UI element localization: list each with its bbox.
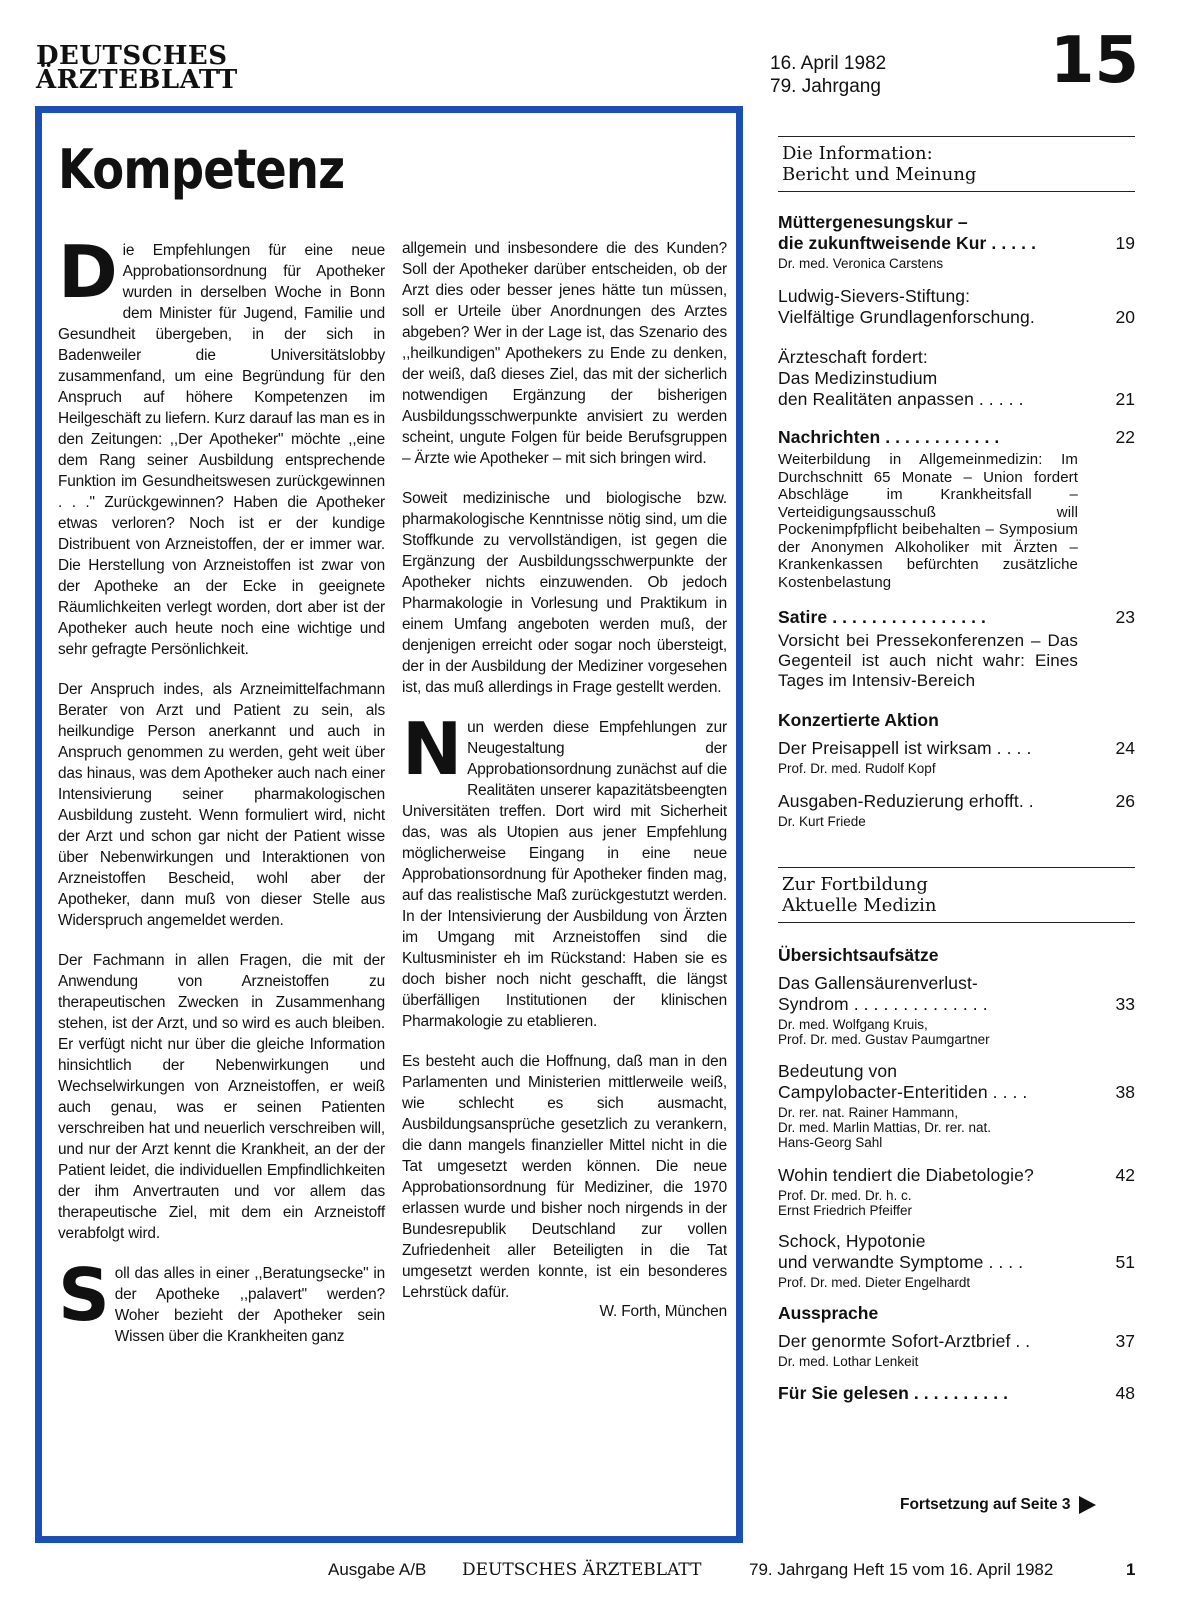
divider bbox=[778, 191, 1135, 192]
toc-entry[interactable] bbox=[778, 347, 1135, 410]
toc-entry[interactable] bbox=[778, 973, 1135, 1047]
toc-entry-description: Weiterbildung in Allgemeinmedizin: Im Durchschnitt 65 Monate – Union fordert Abschläge im Krankheitsfall – Verteidigungsausschuß will Pockenimpfpflicht beibehalten – Symposium der Anonymen Alkoholiker mit Ärzten – Krankenkassen befürchten zusätzliche Kostenbelastung bbox=[778, 451, 1078, 591]
article-paragraph: Es besteht auch die Hoffnung, daß man in den Parlamenten und Ministerien mittlerweile weiß, wie schlecht es sich ausmacht, Ausbildungsansprüche gesetzlich zu verankern, die dann mangels finanzieller Mittel nicht in die Tat umgesetzt werden können. Die neue Approbationsordnung für Mediziner, die 1970 erlassen wurde und bisher noch nirgends in der Bundesrepublik Deutschland zur vollen Zufriedenheit aller Beteiligten in die Tat umgesetzt werden konnte, ist ein besonderes Lehrstück dafür. bbox=[402, 1053, 727, 1301]
toc-page-number: 51 bbox=[1115, 1252, 1135, 1272]
article-paragraph: Nun werden diese Empfehlungen zur Neugestaltung der Approbationsordnung zunächst auf die Realitäten unserer kapazitätsbeengten Universitäten treffen. Dort wird mit Sicherheit das, was als Utopien aus jener Empfehlung möglicherweise Eingang in eine neue Approbationsordnung für Apotheker finden mag, auf das realistische Maß zurückgestutzt werden. In der Intensivierung der Ausbildung von Ärzten im Umgang mit Arzneistoffen sind die Kultusminister eh im Rückstand: Haben sie es doch bisher noch nicht geschafft, die längst überfälligen Institutionen der klinischen Pharmakologie zu etablieren. bbox=[402, 707, 727, 1030]
toc-page-number: 24 bbox=[1115, 738, 1135, 758]
toc-entry-title: Müttergenesungskur – die zukunftweisende Kur . . . . . bbox=[778, 212, 1037, 253]
article-paragraph: Soll das alles in einer ,,Beratungsecke" in der Apotheke ,,palavert" werden? Woher bezieht der Apotheker sein Wissen über die Krankheiten ganz bbox=[58, 1253, 385, 1345]
toc-page-number: 20 bbox=[1115, 307, 1135, 327]
divider bbox=[778, 922, 1135, 923]
toc-entry-title: Wohin tendiert die Diabetologie? bbox=[778, 1165, 1034, 1185]
footer-page-number: 1 bbox=[1126, 1560, 1136, 1579]
toc-author: Prof. Dr. med. Dr. h. c. Ernst Friedrich Pfeiffer bbox=[778, 1188, 913, 1218]
article-column-1 bbox=[58, 230, 385, 1366]
masthead-line1: DEUTSCHES bbox=[36, 41, 228, 71]
issue-date: 16. April 1982 bbox=[770, 53, 887, 74]
toc-entry[interactable] bbox=[778, 1165, 1135, 1218]
toc-author: Dr. med. Veronica Carstens bbox=[778, 256, 944, 271]
toc-entry-title: Satire . . . . . . . . . . . . . . . . bbox=[778, 607, 987, 627]
drop-cap: S bbox=[58, 1253, 110, 1337]
toc-entry[interactable] bbox=[778, 738, 1135, 776]
toc-page-number: 48 bbox=[1115, 1383, 1135, 1403]
toc-entry[interactable] bbox=[778, 286, 1135, 328]
toc-entry-title: Ausgaben-Reduzierung erhofft. . bbox=[778, 791, 1034, 811]
toc-section-heading: Zur Fortbildung Aktuelle Medizin bbox=[782, 874, 937, 916]
issue-number: 15 bbox=[1050, 24, 1140, 98]
toc-section-heading: Die Information: Bericht und Meinung bbox=[782, 143, 977, 185]
toc-category: Konzertierte Aktion bbox=[778, 710, 939, 730]
arrow-right-icon bbox=[1079, 1496, 1096, 1514]
toc-page-number: 38 bbox=[1115, 1082, 1135, 1102]
toc-entry[interactable] bbox=[778, 1061, 1135, 1150]
masthead bbox=[36, 41, 238, 95]
masthead-line2: ÄRZTEBLATT bbox=[36, 65, 238, 95]
footer-publication: DEUTSCHES ÄRZTEBLATT bbox=[462, 1560, 702, 1580]
toc-author: Dr. Kurt Friede bbox=[778, 814, 866, 829]
continuation-link[interactable] bbox=[900, 1496, 1096, 1514]
toc-page-number: 22 bbox=[1115, 427, 1135, 447]
continuation-label: Fortsetzung auf Seite 3 bbox=[900, 1496, 1071, 1513]
table-of-contents bbox=[778, 136, 1135, 1404]
toc-entry-title: Der genormte Sofort-Arztbrief . . bbox=[778, 1331, 1031, 1351]
toc-entry-title: Nachrichten . . . . . . . . . . . . bbox=[778, 427, 1000, 447]
toc-author: Dr. rer. nat. Rainer Hammann, Dr. med. Marlin Mattias, Dr. rer. nat. Hans-Georg Sahl bbox=[778, 1105, 992, 1150]
toc-page-number: 37 bbox=[1115, 1331, 1135, 1351]
toc-entry[interactable] bbox=[778, 607, 1135, 691]
issue-date-block bbox=[770, 52, 886, 98]
toc-entry-title: Das Gallensäurenverlust- Syndrom . . . . . . . . . . . . . . bbox=[778, 973, 988, 1014]
toc-entry-title: Ludwig-Sievers-Stiftung: Vielfältige Grundlagenforschung. bbox=[778, 286, 1035, 327]
article-paragraph: Soweit medizinische und biologische bzw. pharmakologische Kenntnisse nötig sind, um die Stoffkunde zu vervollständigen, ist gegen die Ergänzung der Ausbildungsschwerpunkte der Apotheker nichts einzuwenden. Ob jedoch Pharmakologie in Vorlesung und Praktikum in einem Umfang angeboten werden muß, der denjenigen erreicht oder sogar noch übersteigt, der in der Ausbildung der Mediziner vorgesehen ist, das muß allerdings in Frage gestellt werden. bbox=[402, 490, 727, 696]
toc-page-number: 26 bbox=[1115, 791, 1135, 811]
toc-entry[interactable] bbox=[778, 212, 1135, 271]
toc-entry-title: Für Sie gelesen . . . . . . . . . . bbox=[778, 1383, 1009, 1403]
article-column-2 bbox=[402, 238, 727, 1322]
toc-entry[interactable] bbox=[778, 791, 1135, 829]
toc-entry[interactable] bbox=[778, 1331, 1135, 1369]
footer-edition: Ausgabe A/B bbox=[328, 1560, 427, 1579]
article-paragraph: Der Anspruch indes, als Arzneimittelfachmann Berater von Arzt und Patient zu sein, als heilkundige Person anerkannt und auch in Anspruch genommen zu werden, geht weit über das hinaus, was dem Apotheker auch nach einer Intensivierung seiner pharmakologischen Ausbildung zusteht. Wenn formuliert wird, nicht der Arzt und schon gar nicht der Patient wisse über Nebenwirkungen und Interaktionen von Arzneistoffen Bescheid, wohl aber der Apotheker, dann muß von dieser Stelle aus Widerspruch angemeldet werden. bbox=[58, 681, 385, 929]
toc-category: Übersichtsaufsätze bbox=[778, 945, 939, 965]
toc-entry-title: Ärzteschaft fordert: Das Medizinstudium den Realitäten anpassen . . . . . bbox=[778, 347, 1024, 409]
article-paragraph: Der Fachmann in allen Fragen, die mit der Anwendung von Arzneistoffen zu therapeutischen Zwecken in Zusammenhang stehen, ist der Arzt, und so wird es auch bleiben. Er verfügt nicht nur über die gleiche Information hinsichtlich der Nebenwirkungen und Wechselwirkungen von Arzneistoffen, er weiß auch genau, was er seinen Patienten verschreiben hat und neuerlich verschreiben will, und nur der Arzt kennt die Krankheit, an der der Patient leidet, die individuellen Empfindlichkeiten der ihm Anvertrauten und vor allem das therapeutische Ziel, mit dem ein Arzneistoff verabfolgt wird. bbox=[58, 952, 385, 1242]
toc-entry[interactable] bbox=[778, 1231, 1135, 1290]
toc-page-number: 23 bbox=[1115, 607, 1135, 627]
author-signature: W. Forth, München bbox=[599, 1303, 727, 1320]
toc-page-number: 21 bbox=[1115, 389, 1135, 409]
toc-entry-title: Schock, Hypotonie und verwandte Symptome . . . . bbox=[778, 1231, 1024, 1272]
toc-entry[interactable] bbox=[778, 1383, 1135, 1404]
toc-author: Dr. med. Wolfgang Kruis, Prof. Dr. med. Gustav Paumgartner bbox=[778, 1017, 990, 1047]
toc-entry[interactable] bbox=[778, 427, 1135, 591]
issue-volume: 79. Jahrgang bbox=[770, 76, 881, 97]
toc-entry-title: Bedeutung von Campylobacter-Enteritiden . . . . bbox=[778, 1061, 1028, 1102]
article-paragraph: allgemein und insbesondere die des Kunden? Soll der Apotheker darüber entscheiden, ob der Arzt dies oder besser jenes hätte tun müssen, soll er Urteile über Anordnungen des Arztes abgeben? Wer in der Lage ist, das Szenario des ,,heilkundigen" Apothekers zu Ende zu denken, der weiß, daß dieses Ziel, das mit der sicherlich notwendigen Ergänzung der bisherigen Ausbildungsschwerpunkte anvisiert zu werden scheint, ungute Folgen für beide Berufsgruppen – Ärzte wie Apotheker – mit sich bringen wird. bbox=[402, 240, 727, 467]
toc-author: Dr. med. Lothar Lenkeit bbox=[778, 1354, 919, 1369]
toc-page-number: 33 bbox=[1115, 994, 1135, 1014]
toc-entry-description: Vorsicht bei Pressekonferenzen – Das Gegenteil ist auch nicht wahr: Eines Tages im Intensiv-Bereich bbox=[778, 631, 1078, 690]
toc-page-number: 42 bbox=[1115, 1165, 1135, 1185]
footer-issue-info: 79. Jahrgang Heft 15 vom 16. April 1982 bbox=[749, 1560, 1054, 1579]
drop-cap: N bbox=[402, 707, 463, 791]
editorial-headline: Kompetenz bbox=[58, 138, 345, 201]
toc-entry-title: Der Preisappell ist wirksam . . . . bbox=[778, 738, 1032, 758]
toc-page-number: 19 bbox=[1115, 233, 1135, 253]
drop-cap: D bbox=[58, 230, 118, 314]
toc-author: Prof. Dr. med. Dieter Engelhardt bbox=[778, 1275, 971, 1290]
toc-category: Aussprache bbox=[778, 1303, 879, 1323]
article-paragraph: Die Empfehlungen für eine neue Approbationsordnung für Apotheker wurden in derselben Woche in Bonn dem Minister für Jugend, Familie und Gesundheit übergeben, in der sich in Badenweiler die Universitätslobby zusammenfand, um eine Begründung für den Anspruch auf höhere Kompetenzen im Heilgeschäft zu liefern. Kurz darauf las man es in den Zeitungen: ,,Der Apotheker" möchte ,,eine dem Rang seiner Ausbildung entsprechende Funktion im Gesundheitswesen zurückgewinnen . . ." Zurückgewinnen? Haben die Apotheker etwas verloren? Noch ist er der kundige Distribuent von Arzneistoffen, der er immer war. Die Herstellung von Arzneistoffen ist zwar von der Apotheke an der Ecke in geeignete Räumlichkeiten verlegt worden, dort aber ist der Apotheker auch heute noch eine wichtige und sehr gefragte Persönlichkeit. bbox=[58, 230, 385, 658]
toc-author: Prof. Dr. med. Rudolf Kopf bbox=[778, 761, 936, 776]
